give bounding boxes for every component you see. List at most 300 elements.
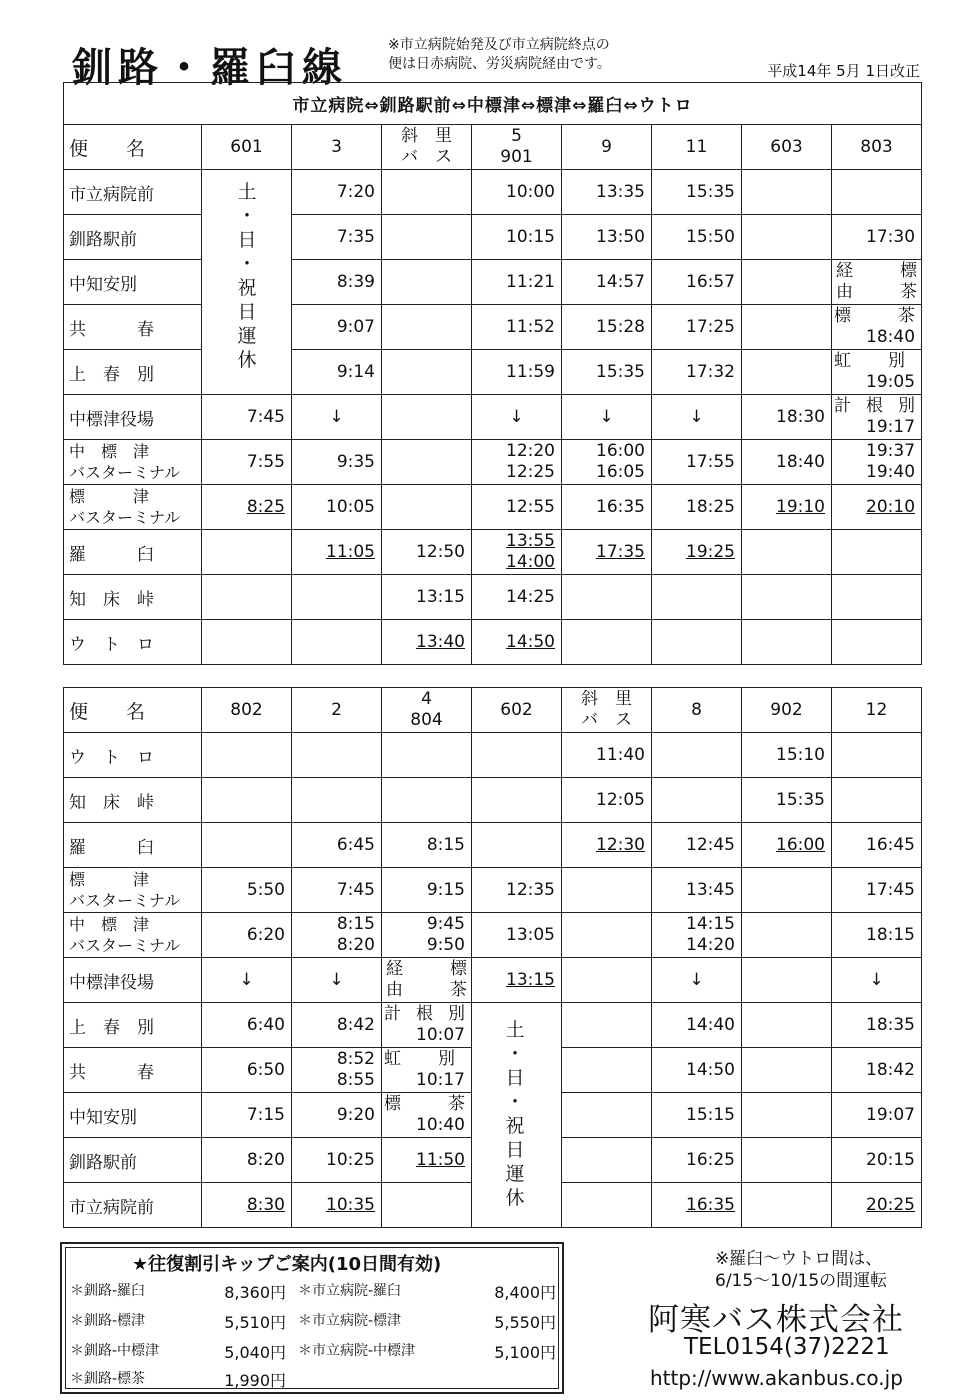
fare-route: ＊釧路-羅臼 xyxy=(70,1283,146,1299)
time-cell xyxy=(472,530,562,575)
time-cell: 15:35 xyxy=(652,170,742,215)
time-cell xyxy=(742,530,832,575)
stop-name-line: 中 標 津 xyxy=(69,915,150,934)
time-cell xyxy=(652,913,742,958)
time-cell xyxy=(742,575,832,620)
time-cell: 7:45 xyxy=(292,868,382,913)
col-header-line: バ ス xyxy=(581,710,632,730)
time-line: 14:20 xyxy=(686,935,735,955)
via-cell xyxy=(832,395,922,440)
time-cell xyxy=(382,350,472,395)
route-title: 市立病院⇔釧路駅前⇔中標津⇔標津⇔羅臼⇔ウトロ xyxy=(64,83,922,125)
time-cell: 19:25 xyxy=(652,530,742,575)
time-line: 9:45 xyxy=(426,914,465,934)
time-line: 12:20 xyxy=(506,441,555,461)
via-char: 別 xyxy=(438,1049,455,1069)
time-cell: 8:15 xyxy=(382,823,472,868)
stop-name xyxy=(64,485,202,530)
time-cell: 14:25 xyxy=(472,575,562,620)
fare-route: ＊釧路-標茶 xyxy=(70,1371,146,1387)
stop-name: 中標津役場 xyxy=(64,958,202,1003)
table-row xyxy=(64,958,922,1003)
stop-name: ウ ト ロ xyxy=(64,620,202,665)
time-cell xyxy=(742,305,832,350)
via-char: 茶 xyxy=(448,1094,465,1114)
time-cell: 17:25 xyxy=(652,305,742,350)
down-arrow-icon: ↓ xyxy=(292,958,382,1003)
time-cell: 10:15 xyxy=(472,215,562,260)
time-cell xyxy=(742,260,832,305)
fare-price: 8,400円 xyxy=(494,1283,556,1302)
time-line: 16:05 xyxy=(596,462,645,482)
via-char: 由 xyxy=(386,980,403,1000)
table-row xyxy=(64,868,922,913)
table-row xyxy=(64,913,922,958)
stop-name: 知 床 峠 xyxy=(64,778,202,823)
via-char: 根 xyxy=(866,396,884,416)
via-cell xyxy=(382,1093,472,1138)
time-cell xyxy=(382,913,472,958)
time-cell: 10:25 xyxy=(292,1138,382,1183)
header-row xyxy=(64,125,922,170)
hospital-note-line1: ※市立病院始発及び市立病院終点の xyxy=(388,37,610,53)
time-cell: 15:28 xyxy=(562,305,652,350)
time-cell: 8:25 xyxy=(202,485,292,530)
time-cell: 9:15 xyxy=(382,868,472,913)
table-row xyxy=(64,395,922,440)
col-header: 9 xyxy=(562,125,652,170)
via-char: 経 xyxy=(836,261,853,281)
time-cell: 18:40 xyxy=(742,440,832,485)
stop-name: 市立病院前 xyxy=(64,170,202,215)
stop-name-line: バスターミナル xyxy=(69,891,181,910)
col-header xyxy=(472,125,562,170)
time-cell xyxy=(742,350,832,395)
time-cell: 9:14 xyxy=(292,350,382,395)
col-header: 12 xyxy=(832,688,922,733)
weekend-note-char: ・ xyxy=(237,205,257,227)
seasonal-note xyxy=(715,1248,887,1292)
stop-name: 上 春 別 xyxy=(64,1003,202,1048)
down-arrow-icon: ↓ xyxy=(832,958,922,1003)
time-cell xyxy=(742,620,832,665)
stop-name: 知 床 峠 xyxy=(64,575,202,620)
weekend-note xyxy=(499,1018,531,1210)
time-cell: 13:40 xyxy=(382,620,472,665)
time-cell xyxy=(202,620,292,665)
via-char: 茶 xyxy=(450,980,467,1000)
via-char: 標 xyxy=(900,261,918,281)
stop-name xyxy=(64,868,202,913)
time-cell: 19:10 xyxy=(742,485,832,530)
header-row xyxy=(64,688,922,733)
col-header xyxy=(382,125,472,170)
time-cell: 13:05 xyxy=(472,913,562,958)
hospital-note xyxy=(388,36,688,74)
time-cell: 14:50 xyxy=(472,620,562,665)
weekend-note-char: ・ xyxy=(505,1043,525,1065)
time-line: 19:37 xyxy=(866,441,916,461)
time-cell: 7:35 xyxy=(292,215,382,260)
col-header xyxy=(382,688,472,733)
weekend-note-char: 休 xyxy=(237,349,257,371)
time-line: 13:55 xyxy=(506,531,555,551)
weekend-note-char: 日 xyxy=(237,301,257,323)
seasonal-note-line2: 6/15～10/15の間運転 xyxy=(715,1271,888,1291)
time-cell: 15:15 xyxy=(652,1093,742,1138)
time-cell: 18:35 xyxy=(832,1003,922,1048)
time-cell: 16:00 xyxy=(742,823,832,868)
time-cell xyxy=(382,440,472,485)
inbound-timetable xyxy=(63,687,922,1228)
time-cell: 16:35 xyxy=(562,485,652,530)
time-cell xyxy=(292,1048,382,1093)
time-cell: 15:50 xyxy=(652,215,742,260)
time-cell xyxy=(832,440,922,485)
time-cell xyxy=(382,305,472,350)
stop-name xyxy=(64,913,202,958)
time-cell: 11:52 xyxy=(472,305,562,350)
time-cell: 20:10 xyxy=(832,485,922,530)
time-cell: 16:25 xyxy=(652,1138,742,1183)
time-cell xyxy=(562,440,652,485)
via-char: 標 xyxy=(834,306,851,326)
time-cell: 13:45 xyxy=(652,868,742,913)
table-row xyxy=(64,305,922,350)
weekend-note-char: 祝 xyxy=(505,1115,525,1137)
table-row xyxy=(64,440,922,485)
time-cell xyxy=(292,620,382,665)
time-cell: 7:45 xyxy=(202,395,292,440)
time-cell xyxy=(382,170,472,215)
fare-price: 5,550円 xyxy=(494,1313,556,1332)
time-cell: 14:40 xyxy=(652,1003,742,1048)
time-line: 16:00 xyxy=(596,441,645,461)
via-time: 10:40 xyxy=(416,1115,465,1135)
table-row xyxy=(64,575,922,620)
time-cell: 18:42 xyxy=(832,1048,922,1093)
via-char: 標 xyxy=(450,959,467,979)
time-line: 8:52 xyxy=(336,1049,375,1069)
time-cell: 17:32 xyxy=(652,350,742,395)
col-header: 602 xyxy=(472,688,562,733)
fare-price: 8,360円 xyxy=(224,1283,286,1302)
time-cell xyxy=(832,575,922,620)
time-line: 9:50 xyxy=(426,935,465,955)
col-header-line: 斜 里 xyxy=(581,689,632,709)
time-line: 12:25 xyxy=(506,462,555,482)
fare-route: ＊釧路-中標津 xyxy=(70,1343,160,1359)
time-cell: 18:15 xyxy=(832,913,922,958)
via-time: 10:17 xyxy=(416,1070,465,1090)
col-header: 802 xyxy=(202,688,292,733)
time-cell xyxy=(742,215,832,260)
col-header-line: 901 xyxy=(500,147,533,167)
table-row xyxy=(64,350,922,395)
time-cell: 13:15 xyxy=(472,958,562,1003)
weekend-note xyxy=(231,180,263,372)
down-arrow-icon: ↓ xyxy=(292,395,382,440)
via-cell xyxy=(382,1003,472,1048)
col-header: 3 xyxy=(292,125,382,170)
time-cell xyxy=(832,170,922,215)
time-line: 14:00 xyxy=(506,552,555,572)
time-cell xyxy=(382,215,472,260)
down-arrow-icon: ↓ xyxy=(562,395,652,440)
fare-info-box xyxy=(60,1242,564,1394)
weekend-note-char: 日 xyxy=(505,1067,525,1089)
table-row xyxy=(64,170,922,215)
weekend-note-char: 運 xyxy=(237,325,257,347)
phone-number: TEL0154(37)2221 xyxy=(684,1334,890,1360)
time-cell: 17:45 xyxy=(832,868,922,913)
stop-name-line: バスターミナル xyxy=(69,463,181,482)
time-cell: 7:20 xyxy=(292,170,382,215)
stop-name: 釧路駅前 xyxy=(64,1138,202,1183)
via-cell xyxy=(382,1048,472,1093)
col-header-line: 804 xyxy=(410,710,443,730)
time-cell: 8:39 xyxy=(292,260,382,305)
table-row xyxy=(64,215,922,260)
outbound-timetable xyxy=(63,82,922,665)
down-arrow-icon: ↓ xyxy=(472,395,562,440)
stop-name: 羅 臼 xyxy=(64,823,202,868)
col-header: 902 xyxy=(742,688,832,733)
stop-name: 中標津役場 xyxy=(64,395,202,440)
time-cell: 18:30 xyxy=(742,395,832,440)
fare-price: 5,100円 xyxy=(494,1343,556,1362)
table-row xyxy=(64,485,922,530)
col-header xyxy=(562,688,652,733)
time-cell: 12:05 xyxy=(562,778,652,823)
via-char: 根 xyxy=(416,1004,433,1024)
bin-label: 便 名 xyxy=(64,125,202,170)
time-cell: 12:50 xyxy=(382,530,472,575)
time-cell: 6:45 xyxy=(292,823,382,868)
time-cell: 8:30 xyxy=(202,1183,292,1228)
time-cell xyxy=(562,620,652,665)
via-char: 計 xyxy=(834,396,851,416)
via-char: 茶 xyxy=(898,306,916,326)
time-cell xyxy=(382,485,472,530)
fare-price: 5,040円 xyxy=(224,1343,286,1362)
via-char: 経 xyxy=(386,959,403,979)
via-time: 19:17 xyxy=(866,417,916,437)
stop-name-line: バスターミナル xyxy=(69,508,181,527)
col-header-line: 5 xyxy=(511,126,522,146)
table-row xyxy=(64,620,922,665)
time-cell: 17:35 xyxy=(562,530,652,575)
table-row xyxy=(64,530,922,575)
fare-route: ＊市立病院-中標津 xyxy=(298,1343,416,1359)
time-cell: 6:20 xyxy=(202,913,292,958)
time-cell: 17:30 xyxy=(832,215,922,260)
time-cell: 16:57 xyxy=(652,260,742,305)
fare-price: 5,510円 xyxy=(224,1313,286,1332)
time-cell: 6:40 xyxy=(202,1003,292,1048)
via-char: 茶 xyxy=(900,282,918,302)
table-row xyxy=(64,778,922,823)
fare-price: 1,990円 xyxy=(224,1371,286,1390)
bin-label: 便 名 xyxy=(64,688,202,733)
col-header: 2 xyxy=(292,688,382,733)
weekend-note-char: 日 xyxy=(505,1139,525,1161)
via-time: 18:40 xyxy=(866,327,916,347)
table-row xyxy=(64,1003,922,1048)
stop-name: 共 春 xyxy=(64,1048,202,1093)
time-cell xyxy=(832,530,922,575)
col-header: 11 xyxy=(652,125,742,170)
stop-name-line: 標 津 xyxy=(69,870,150,889)
time-cell: 17:55 xyxy=(652,440,742,485)
weekend-note-char: ・ xyxy=(237,253,257,275)
via-time: 19:05 xyxy=(866,372,916,392)
time-cell: 16:35 xyxy=(652,1183,742,1228)
via-char: 別 xyxy=(898,396,916,416)
time-cell xyxy=(742,170,832,215)
time-cell: 10:05 xyxy=(292,485,382,530)
stop-name: 釧路駅前 xyxy=(64,215,202,260)
time-cell: 12:55 xyxy=(472,485,562,530)
stop-name: 上 春 別 xyxy=(64,350,202,395)
time-cell: 7:15 xyxy=(202,1093,292,1138)
time-line: 8:15 xyxy=(336,914,375,934)
stop-name xyxy=(64,440,202,485)
time-line: 8:20 xyxy=(336,935,375,955)
fare-route: ＊市立病院-標津 xyxy=(298,1313,402,1329)
company-name: 阿寒バス株式会社 xyxy=(648,1302,904,1338)
time-cell: 8:20 xyxy=(202,1138,292,1183)
time-cell: 6:50 xyxy=(202,1048,292,1093)
time-cell xyxy=(382,395,472,440)
time-cell: 18:25 xyxy=(652,485,742,530)
via-time: 10:07 xyxy=(416,1025,465,1045)
time-cell: 15:10 xyxy=(742,733,832,778)
time-cell xyxy=(472,440,562,485)
time-cell: 9:20 xyxy=(292,1093,382,1138)
stop-name-line: バスターミナル xyxy=(69,936,181,955)
stop-name: ウ ト ロ xyxy=(64,733,202,778)
via-char: 虹 xyxy=(834,351,851,371)
time-cell: 11:40 xyxy=(562,733,652,778)
via-cell xyxy=(832,350,922,395)
time-cell xyxy=(292,913,382,958)
time-cell: 10:00 xyxy=(472,170,562,215)
col-header-line: 4 xyxy=(421,689,432,709)
time-cell: 11:59 xyxy=(472,350,562,395)
via-cell xyxy=(832,305,922,350)
time-cell: 12:35 xyxy=(472,868,562,913)
stop-name-line: 標 津 xyxy=(69,487,150,506)
page-title: 釧路・羅臼線 xyxy=(72,45,348,91)
time-cell: 20:25 xyxy=(832,1183,922,1228)
time-line: 19:40 xyxy=(866,462,916,482)
time-cell: 14:57 xyxy=(562,260,652,305)
via-cell xyxy=(832,260,922,305)
via-char: 由 xyxy=(836,282,853,302)
time-cell xyxy=(382,260,472,305)
time-cell: 11:05 xyxy=(292,530,382,575)
via-char: 別 xyxy=(888,351,906,371)
weekend-note-char: 運 xyxy=(505,1163,525,1185)
time-cell: 15:35 xyxy=(562,350,652,395)
time-cell: 13:35 xyxy=(562,170,652,215)
website-link[interactable]: http://www.akanbus.co.jp xyxy=(650,1366,903,1390)
time-line: 14:15 xyxy=(686,914,735,934)
col-header: 603 xyxy=(742,125,832,170)
time-cell: 9:35 xyxy=(292,440,382,485)
time-cell: 16:45 xyxy=(832,823,922,868)
time-cell xyxy=(202,530,292,575)
fare-route: ＊市立病院-羅臼 xyxy=(298,1283,402,1299)
time-cell: 8:42 xyxy=(292,1003,382,1048)
col-header-line: バ ス xyxy=(401,147,452,167)
time-cell xyxy=(202,575,292,620)
time-cell xyxy=(562,575,652,620)
time-cell: 13:15 xyxy=(382,575,472,620)
via-char: 標 xyxy=(384,1094,401,1114)
col-header: 803 xyxy=(832,125,922,170)
seasonal-note-line1: ※羅臼～ウトロ間は、 xyxy=(715,1249,883,1269)
via-cell xyxy=(382,958,472,1003)
revision-date: 平成14年 5月 1日改正 xyxy=(767,62,920,80)
stop-name-line: 中 標 津 xyxy=(69,442,150,461)
table-row xyxy=(64,260,922,305)
time-cell: 14:50 xyxy=(652,1048,742,1093)
time-cell xyxy=(652,575,742,620)
via-char: 虹 xyxy=(384,1049,401,1069)
time-cell: 12:30 xyxy=(562,823,652,868)
stop-name: 市立病院前 xyxy=(64,1183,202,1228)
weekend-note-char: 日 xyxy=(237,229,257,251)
time-cell xyxy=(652,620,742,665)
time-cell: 19:07 xyxy=(832,1093,922,1138)
time-cell: 9:07 xyxy=(292,305,382,350)
weekend-note-char: 祝 xyxy=(237,277,257,299)
down-arrow-icon: ↓ xyxy=(652,958,742,1003)
weekend-note-char: 土 xyxy=(237,181,257,203)
time-cell: 20:15 xyxy=(832,1138,922,1183)
via-char: 別 xyxy=(448,1004,465,1024)
table-row xyxy=(64,823,922,868)
col-header: 601 xyxy=(202,125,292,170)
time-cell xyxy=(292,575,382,620)
time-cell: 11:50 xyxy=(382,1138,472,1183)
time-cell: 10:35 xyxy=(292,1183,382,1228)
weekend-note-char: 休 xyxy=(505,1187,525,1209)
time-cell: 7:55 xyxy=(202,440,292,485)
time-cell: 13:50 xyxy=(562,215,652,260)
fare-route: ＊釧路-標津 xyxy=(70,1313,146,1329)
time-cell: 11:21 xyxy=(472,260,562,305)
time-cell xyxy=(832,620,922,665)
stop-name: 共 春 xyxy=(64,305,202,350)
fare-title: ★往復割引キップご案内(10日間有効) xyxy=(132,1254,442,1275)
time-cell: 15:35 xyxy=(742,778,832,823)
down-arrow-icon: ↓ xyxy=(202,958,292,1003)
table-row xyxy=(64,733,922,778)
stop-name: 中知安別 xyxy=(64,260,202,305)
time-cell: 5:50 xyxy=(202,868,292,913)
time-line: 8:55 xyxy=(336,1070,375,1090)
via-char: 計 xyxy=(384,1004,401,1024)
col-header-line: 斜 里 xyxy=(401,126,452,146)
col-header: 8 xyxy=(652,688,742,733)
stop-name: 羅 臼 xyxy=(64,530,202,575)
weekend-note-char: 土 xyxy=(505,1019,525,1041)
hospital-note-line2: 便は日赤病院、労災病院経由です。 xyxy=(388,56,611,72)
time-cell: 12:45 xyxy=(652,823,742,868)
